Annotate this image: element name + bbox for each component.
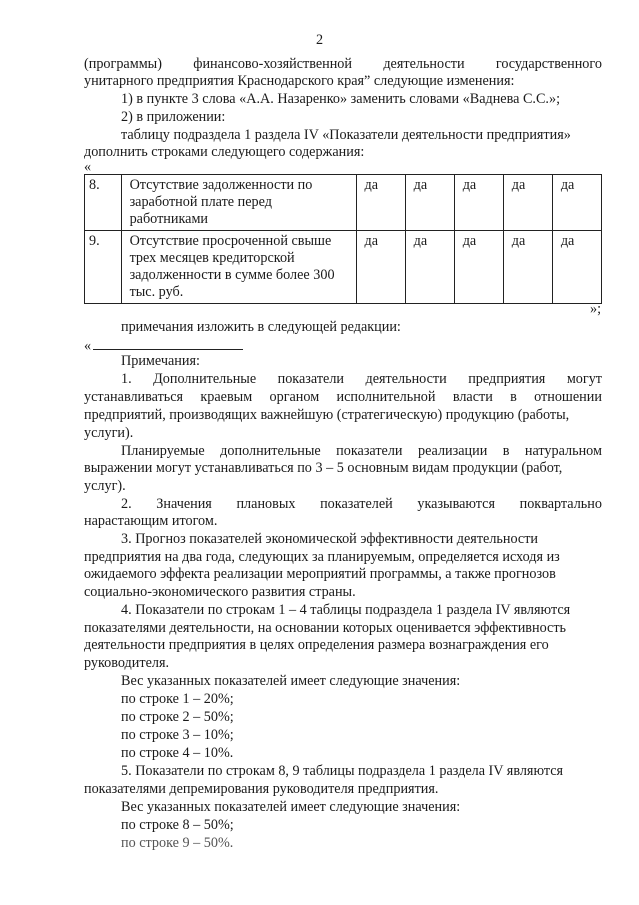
- note-1-line-4: услуги).: [84, 425, 134, 441]
- note-3-line-3: ожидаемого эффекта реализации мероприятий программы, а также прогнозов: [84, 566, 556, 582]
- row-value: да: [503, 175, 552, 231]
- note-3-line-2: предприятия на два года, следующих за планируемым, определяется исходя из: [84, 549, 560, 565]
- row-value: да: [356, 175, 405, 231]
- note-2-line-2: нарастающим итогом.: [84, 513, 218, 529]
- row-value: да: [552, 231, 601, 304]
- row-value: да: [454, 175, 503, 231]
- row-value: да: [405, 231, 454, 304]
- row-number: 9.: [85, 231, 122, 304]
- weight-item: по строке 4 – 10%.: [121, 745, 234, 761]
- row-number: 8.: [85, 175, 122, 231]
- note-4-line-1: 4. Показатели по строкам 1 – 4 таблицы подраздела 1 раздела IV являются: [121, 602, 571, 618]
- notes-intro: примечания изложить в следующей редакции:: [121, 319, 401, 335]
- row-value: да: [552, 175, 601, 231]
- weight-item: по строке 1 – 20%;: [121, 691, 234, 707]
- row-value: да: [405, 175, 454, 231]
- note-1b-line-3: услуг).: [84, 478, 126, 494]
- note-1b-line-1: Планируемые дополнительные показатели реализации в натуральном: [121, 443, 602, 459]
- table-row: [85, 175, 602, 231]
- row-value: да: [454, 231, 503, 304]
- note-1-line-3: предприятий, производящих важнейшую (стратегическую) продукцию (работы,: [84, 407, 570, 423]
- weight-item: по строке 2 – 50%;: [121, 709, 234, 725]
- note-1-line-2: устанавливаться краевым органом исполнительной власти в отношении: [84, 389, 602, 405]
- weight-item: по строке 3 – 10%;: [121, 727, 234, 743]
- row-value: да: [356, 231, 405, 304]
- row-value: да: [503, 231, 552, 304]
- weight-item: по строке 8 – 50%;: [121, 817, 234, 833]
- row-description: Отсутствие задолженности по заработной плате перед работниками: [121, 175, 356, 231]
- intro-item-2: 2) в приложении:: [121, 109, 226, 125]
- note-5-line-1: 5. Показатели по строкам 8, 9 таблицы подраздела 1 раздела IV являются: [121, 763, 564, 779]
- page-number: 2: [315, 32, 324, 48]
- table-intro-line-2: дополнить строками следующего содержания:: [84, 144, 365, 160]
- notes-title: Примечания:: [121, 353, 200, 369]
- table-row: [85, 231, 602, 304]
- row-description: Отсутствие просроченной свыше трех месяцев кредиторской задолженности в сумме более 300 тыс. руб.: [121, 231, 356, 304]
- notes-open-quote: «: [84, 338, 92, 354]
- note-5-weights-intro: Вес указанных показателей имеет следующие значения:: [121, 799, 461, 815]
- note-1b-line-2: выражении могут устанавливаться по 3 – 5 основным видам продукции (работ,: [84, 460, 563, 476]
- note-1-line-1: 1. Дополнительные показатели деятельности предприятия могут: [121, 371, 602, 387]
- note-3-line-4: социально-экономического развития страны.: [84, 584, 356, 600]
- note-4-line-4: руководителя.: [84, 655, 170, 671]
- note-5-line-2: показателями депремирования руководителя предприятия.: [84, 781, 439, 797]
- open-quote: «: [84, 159, 92, 175]
- note-4-line-3: деятельности предприятия в целях определения размера вознаграждения его: [84, 637, 549, 653]
- note-2-line-1: 2. Значения плановых показателей указываются поквартально: [121, 496, 602, 512]
- intro-line-2: унитарного предприятия Краснодарского края” следующие изменения:: [84, 73, 515, 89]
- note-3-line-1: 3. Прогноз показателей экономической эффективности деятельности: [121, 531, 539, 547]
- note-4-weights-intro: Вес указанных показателей имеет следующие значения:: [121, 673, 461, 689]
- close-quote: »;: [590, 301, 602, 317]
- underline-divider: [93, 349, 243, 350]
- weight-item: по строке 9 – 50%.: [121, 835, 234, 851]
- intro-item-1: 1) в пункте 3 слова «А.А. Назаренко» заменить словами «Ваднева С.С.»;: [121, 91, 561, 107]
- inserted-rows-table: [84, 174, 602, 304]
- note-4-line-2: показателями деятельности, на основании которых оценивается эффективность: [84, 620, 567, 636]
- intro-line-1: (программы) финансово-хозяйственной деятельности государственного: [84, 56, 602, 72]
- table-intro-line-1: таблицу подраздела 1 раздела IV «Показатели деятельности предприятия»: [121, 127, 571, 143]
